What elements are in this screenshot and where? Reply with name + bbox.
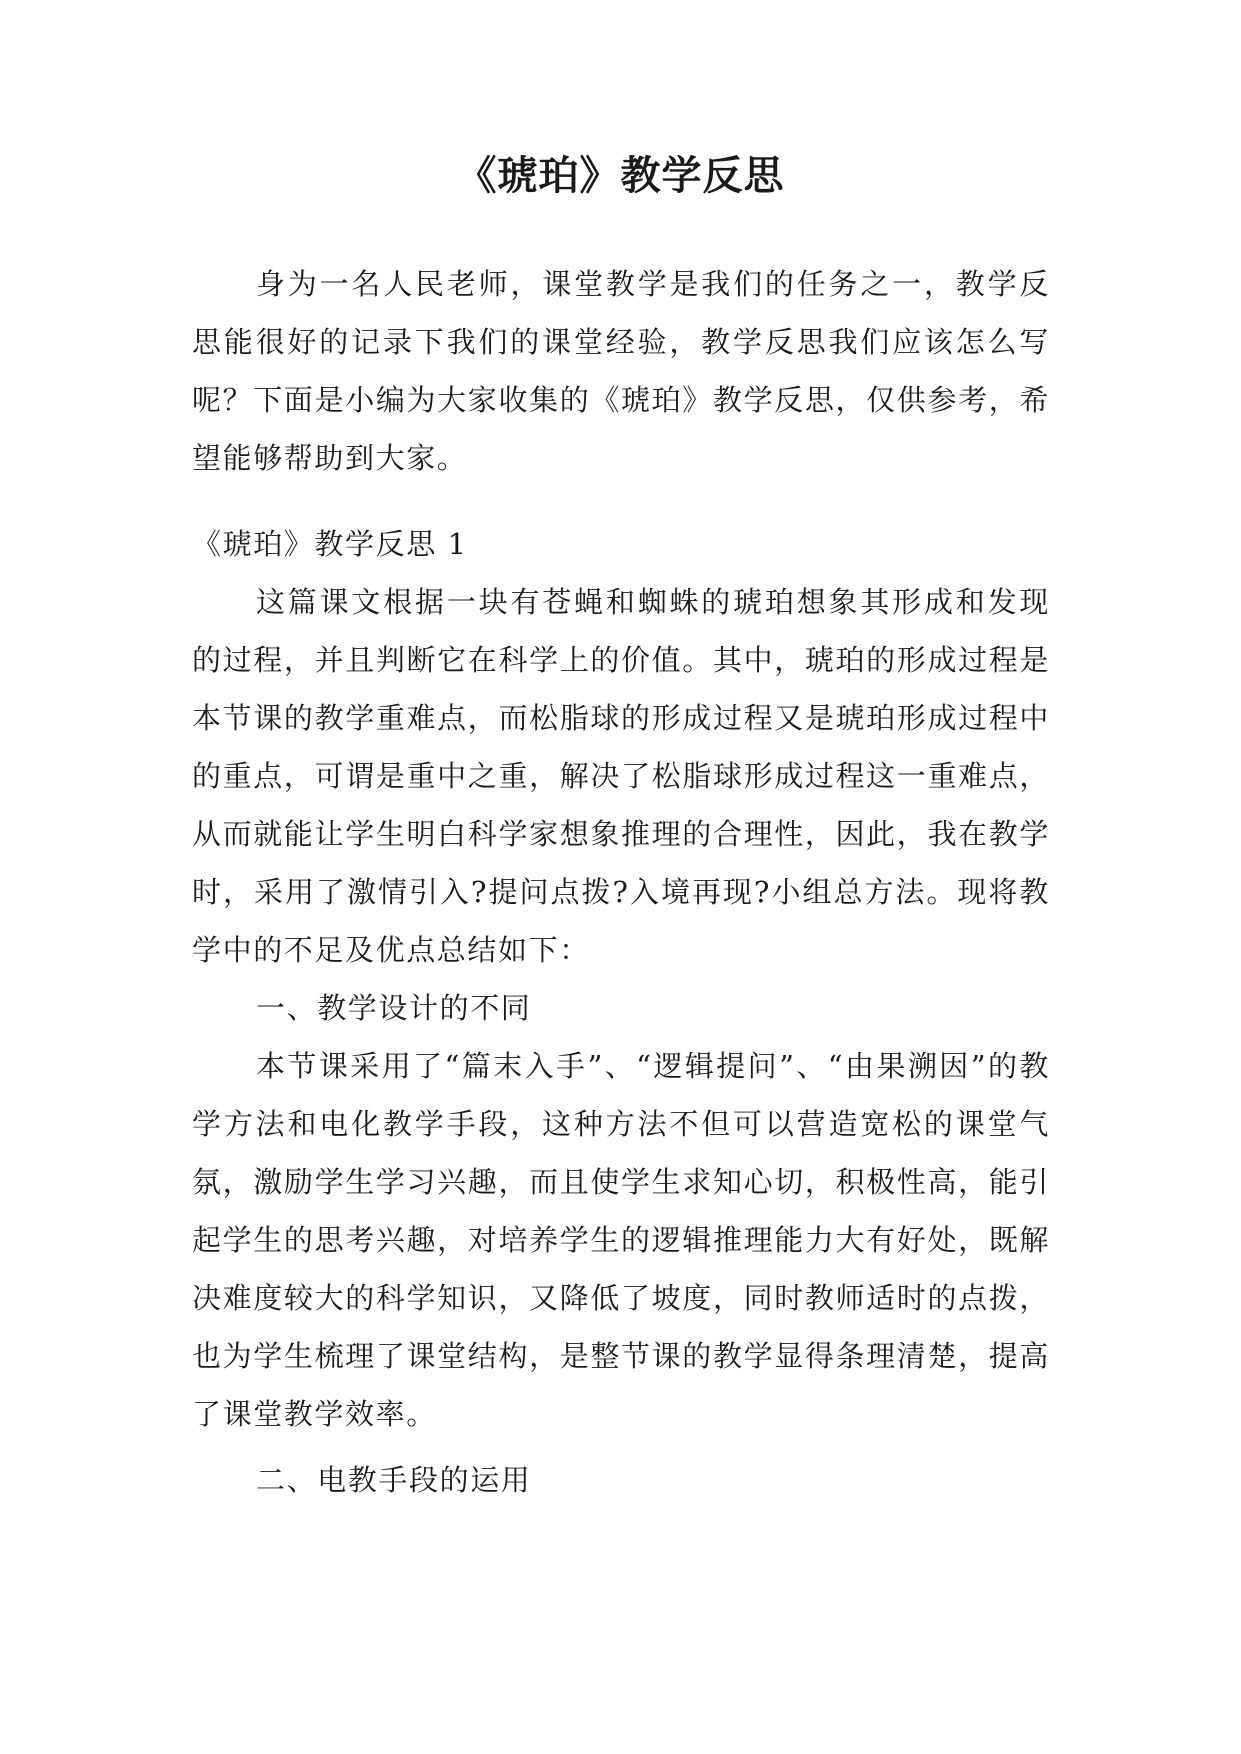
document-title: 《琥珀》教学反思 bbox=[456, 153, 785, 199]
body-paragraph: 本节课采用了“篇末入手”、“逻辑提问”、“由果溯因”的教学方法和电化教学手段，这种方法不但可以营造宽松的课堂气氛，激励学生学习兴趣，而且使学生求知心切，积极性高，能引起学生的思考兴趣，对培养学生的逻辑推理能力大有好处，既解决难度较大的科学知识，又降低了坡度，同时教师适时的点拨，也为学生梳理了课堂结构，是整节课的教学显得条理清楚，提高了课堂教学效率。 bbox=[192, 1049, 1050, 1431]
intro-block bbox=[192, 255, 1050, 487]
section-title: 《琥珀》教学反思 1 bbox=[192, 527, 468, 561]
section-1 bbox=[192, 515, 1050, 1509]
body-paragraph: 这篇课文根据一块有苍蝇和蜘蛛的琥珀想象其形成和发现的过程，并且判断它在科学上的价值。其中，琥珀的形成过程是本节课的教学重难点，而松脂球的形成过程又是琥珀形成过程中的重点，可谓是重中之重，解决了松脂球形成过程这一重难点，从而就能让学生明白科学家想象推理的合理性，因此，我在教学时，采用了激情引入?提问点拨?入境再现?小组总方法。现将教学中的不足及优点总结如下： bbox=[192, 585, 1050, 967]
intro-paragraph: 身为一名人民老师，课堂教学是我们的任务之一，教学反思能很好的记录下我们的课堂经验，教学反思我们应该怎么写呢？下面是小编为大家收集的《琥珀》教学反思，仅供参考，希望能够帮助到大家。 bbox=[192, 267, 1050, 475]
subheading: 一、教学设计的不同 bbox=[256, 991, 532, 1025]
subheading: 二、电教手段的运用 bbox=[256, 1463, 532, 1497]
